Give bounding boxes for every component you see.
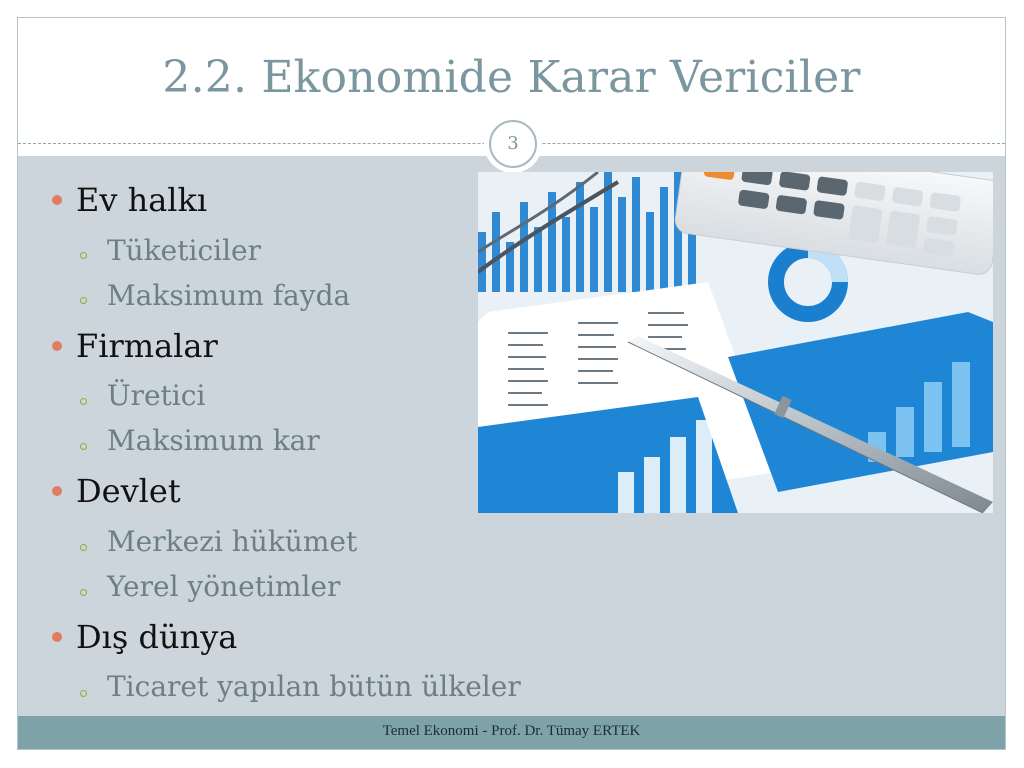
sub-bullet-item: Maksimum kar	[107, 424, 320, 457]
slide	[17, 17, 1006, 750]
sub-bullet-ring	[80, 589, 87, 596]
bullet-dot	[52, 195, 62, 205]
bullet-dot	[52, 632, 62, 642]
slide-title: 2.2. Ekonomide Karar Vericiler	[162, 52, 861, 103]
sub-bullet-item: Maksimum fayda	[107, 279, 351, 312]
bullet-item: Devlet	[76, 472, 181, 510]
sub-bullet-item: Üretici	[107, 379, 206, 412]
sub-bullet-ring	[80, 690, 87, 697]
finance-photo	[478, 172, 993, 513]
sub-bullet-item: Tüketiciler	[107, 234, 261, 267]
sub-bullet-ring	[80, 544, 87, 551]
bullet-dot	[52, 341, 62, 351]
sub-bullet-ring	[80, 398, 87, 405]
sub-bullet-ring	[80, 297, 87, 304]
sub-bullet-item: Ticaret yapılan bütün ülkeler	[107, 670, 521, 703]
sub-bullet-ring	[80, 252, 87, 259]
sub-bullet-ring	[80, 443, 87, 450]
bullet-item: Ev halkı	[76, 181, 208, 219]
sub-bullet-item: Yerel yönetimler	[107, 570, 341, 603]
page-number: 3	[489, 120, 537, 168]
bullet-dot	[52, 486, 62, 496]
footer-text: Temel Ekonomi - Prof. Dr. Tümay ERTEK	[382, 723, 641, 739]
sub-bullet-item: Merkezi hükümet	[107, 525, 358, 558]
footer-bar	[18, 716, 1005, 750]
bullet-item: Dış dünya	[76, 618, 238, 656]
bullet-item: Firmalar	[76, 327, 218, 365]
finance-photo-illustration	[478, 172, 993, 513]
